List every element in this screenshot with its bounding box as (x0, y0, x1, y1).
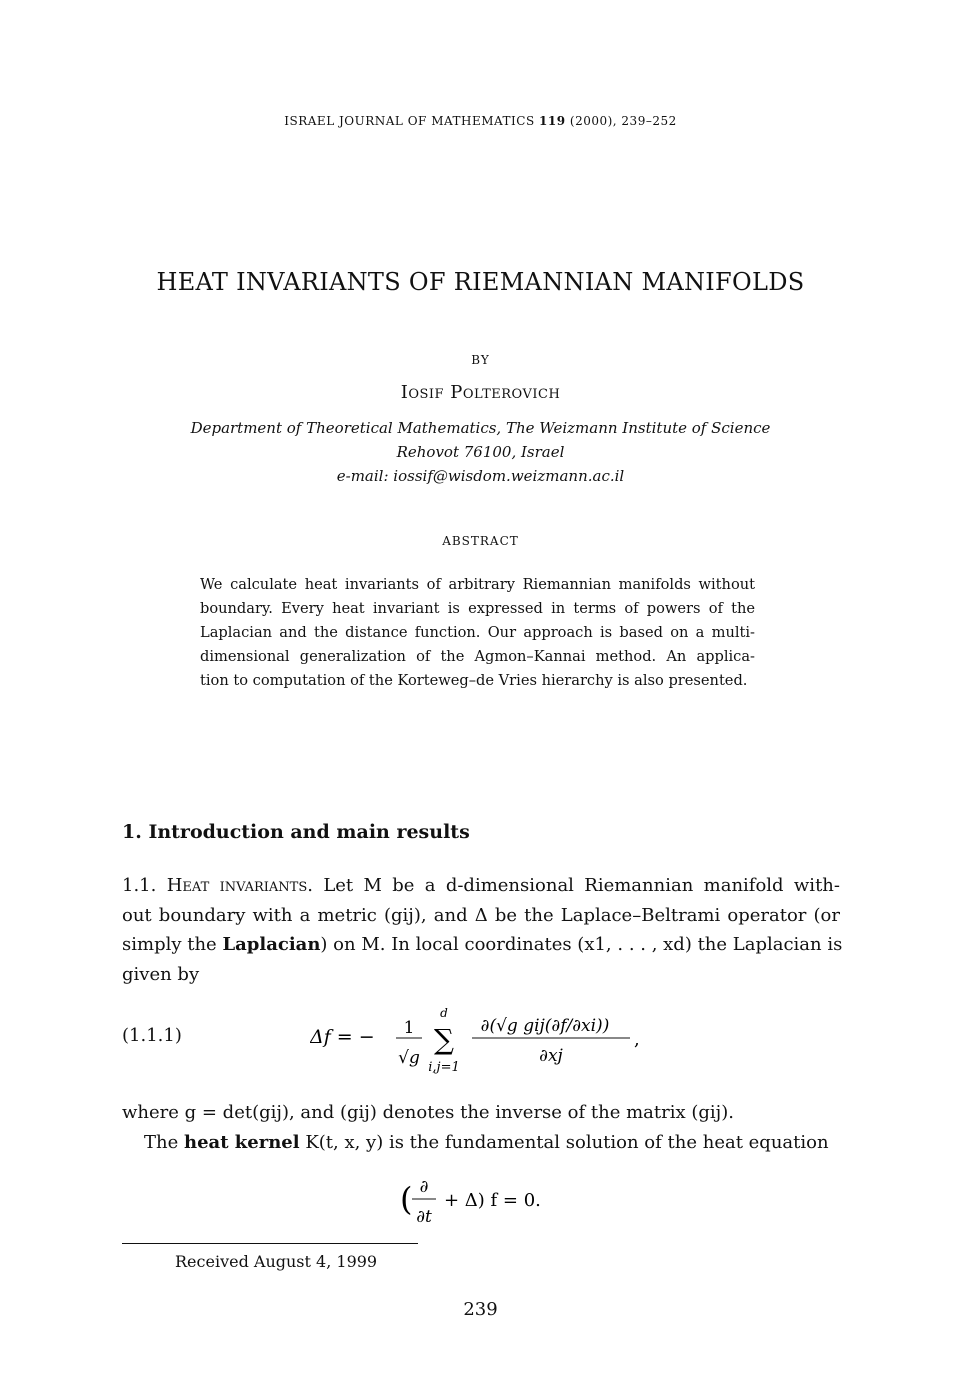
paper-title: HEAT INVARIANTS OF RIEMANNIAN MANIFOLDS (156, 268, 805, 296)
eq-sum-lower: i,j=1 (428, 1060, 460, 1075)
equation-number: (1.1.1) (122, 1025, 182, 1046)
journal-header (0, 114, 961, 128)
term-heat-kernel: heat kernel (184, 1131, 300, 1153)
paragraph-text: The (144, 1131, 179, 1153)
paragraph-text: ) on M. In local coordinates (x1, . . . , xd) the Laplacian is (320, 934, 843, 955)
paragraph-line (122, 930, 843, 960)
eq-frac-den: √g (398, 1048, 420, 1068)
eq-frac-num: 1 (403, 1018, 415, 1038)
abstract-line: boundary. Every heat invariant is expressed in terms of powers of the (200, 599, 755, 617)
eq2-num: ∂ (419, 1177, 429, 1197)
abstract-line: Laplacian and the distance function. Our approach is based on a multi- (200, 623, 755, 641)
page-number: 239 (463, 1299, 498, 1320)
intro-paragraph (122, 871, 843, 989)
paragraph-line: out boundary with a metric (gij), and Δ be the Laplace–Beltrami operator (or (122, 904, 840, 926)
section-heading: 1. Introduction and main results (122, 821, 470, 843)
subsection-title: Heat invariants. (166, 875, 313, 896)
sigma-icon: ∑ (434, 1023, 454, 1056)
eq2-rest: + Δ) f = 0. (444, 1190, 541, 1211)
subsection-number: 1.1. (122, 875, 157, 896)
term-laplacian: Laplacian (222, 934, 321, 955)
affiliation-email: e-mail: iossif@wisdom.weizmann.ac.il (336, 467, 625, 485)
author-name: Iosif Polterovich (400, 382, 561, 403)
paragraph-line: given by (122, 963, 200, 985)
affiliation-line-1: Department of Theoretical Mathematics, The Weizmann Institute of Science (190, 419, 771, 437)
journal-name: ISRAEL JOURNAL OF MATHEMATICS (284, 114, 535, 128)
eq-rhs-den: ∂xj (539, 1046, 563, 1066)
eq2-den: ∂t (416, 1207, 432, 1227)
kernel-paragraph (122, 1098, 840, 1157)
abstract-line: We calculate heat invariants of arbitrary Riemannian manifolds without (200, 576, 755, 593)
footnote-rule (122, 1243, 418, 1244)
equation-laplacian (310, 1005, 650, 1077)
abstract-heading: ABSTRACT (442, 534, 519, 548)
paragraph-text: K(t, x, y) is the fundamental solution of the heat equation (305, 1131, 829, 1153)
eq-rhs-num: ∂(√g gij(∂f/∂xi)) (480, 1016, 610, 1036)
paragraph-text: simply the (122, 934, 217, 955)
affiliation-line-2: Rehovot 76100, Israel (396, 443, 565, 461)
eq-lhs: Δf = − (310, 1026, 375, 1048)
abstract-body (200, 573, 755, 693)
abstract-line: dimensional generalization of the Agmon–Kannai method. An applica- (200, 647, 755, 665)
journal-year-pages: (2000), 239–252 (569, 114, 677, 128)
paren-open: ( (400, 1180, 413, 1218)
eq-sum-upper: d (440, 1006, 448, 1020)
paragraph-line (122, 871, 840, 901)
paragraph-text: Let M be a d-dimensional Riemannian manifold with- (323, 875, 840, 896)
by-label: BY (471, 353, 490, 367)
paragraph-line (122, 1128, 840, 1158)
received-date: Received August 4, 1999 (175, 1252, 378, 1271)
abstract-line: tion to computation of the Korteweg–de Vries hierarchy is also presented. (200, 671, 748, 689)
equation-heat (400, 1170, 570, 1232)
journal-volume: 119 (539, 114, 566, 128)
eq-comma: , (634, 1029, 640, 1050)
paragraph-line: where g = det(gij), and (gij) denotes the inverse of the matrix (gij). (122, 1102, 734, 1123)
